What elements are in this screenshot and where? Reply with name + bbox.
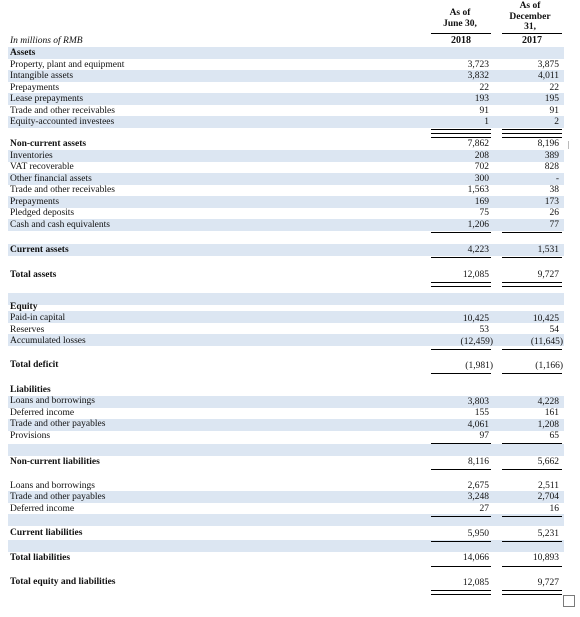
row-value-2018: 22 [479, 83, 489, 93]
row-value-2017: (11,645) [530, 337, 563, 347]
subtotal-rule [502, 443, 562, 444]
row-value-2018: 1 [484, 117, 489, 127]
row-label-total: Non-current assets [10, 139, 87, 149]
row-value-2017: 91 [549, 106, 559, 116]
row-value-2018: 300 [474, 174, 489, 184]
row-value-2017: 2,511 [537, 481, 559, 491]
row-value-2018: 193 [474, 94, 489, 104]
subtotal-rule [502, 516, 562, 517]
row-label: Provisions [10, 431, 51, 441]
row-value-2017: 8,196 [537, 139, 559, 149]
row-label: Loans and borrowings [10, 481, 95, 491]
subtotal-double-rule [431, 133, 491, 138]
total-double-rule [431, 282, 491, 287]
row-value-2018: 155 [474, 408, 489, 418]
row-label: Intangible assets [10, 71, 74, 81]
equity-heading: Equity [10, 302, 38, 312]
subtotal-rule [502, 257, 562, 258]
subtotal-rule [431, 469, 491, 470]
row-value-2017: 173 [544, 197, 559, 207]
row-value-2018: 7,862 [467, 139, 489, 149]
band [8, 293, 564, 305]
subtotal-rule [431, 373, 491, 374]
col-2018-header-line2: June 30, [443, 18, 477, 29]
subtotal-rule [431, 443, 491, 444]
total-double-rule [502, 590, 562, 595]
row-value-2017: 10,425 [532, 314, 559, 324]
row-value-2017: 9,727 [537, 270, 559, 280]
band [8, 47, 564, 59]
subtotal-rule [431, 541, 491, 542]
resize-handle[interactable] [563, 595, 575, 607]
row-value-2018: 10,425 [462, 314, 489, 324]
subtotal-rule [431, 232, 491, 233]
row-value-2018: (12,459) [460, 337, 493, 347]
row-label: Trade and other receivables [10, 185, 115, 195]
row-label: Reserves [10, 325, 45, 335]
row-value-2017: - [555, 174, 559, 184]
row-value-2018: 208 [474, 151, 489, 161]
row-value-2017: 38 [549, 185, 559, 195]
row-value-2017: 195 [544, 94, 559, 104]
col-2018-header-line1: As of [449, 8, 471, 18]
row-value-2018: 53 [479, 325, 489, 335]
row-value-2017: 161 [544, 408, 559, 418]
subtotal-rule [502, 373, 562, 374]
row-label: Deferred income [10, 408, 75, 418]
row-value-2017: 1,531 [537, 245, 559, 255]
subtotal-rule [502, 566, 562, 567]
subtotal-rule [431, 566, 491, 567]
row-value-2017: 77 [549, 220, 559, 230]
row-label: Property, plant and equipment [10, 60, 125, 70]
row-value-2017: 10,893 [532, 553, 559, 563]
row-value-2018: 75 [479, 208, 489, 218]
subtotal-rule [502, 469, 562, 470]
row-label: Trade and other payables [10, 492, 106, 502]
row-label-total: Current assets [10, 245, 69, 255]
subtotal-rule [431, 349, 491, 350]
subtotal-double-rule [502, 133, 562, 138]
row-value-2018: (1,981) [465, 361, 493, 371]
row-label-total: Current liabilities [10, 528, 83, 538]
col-2018-header [428, 8, 492, 29]
row-label: Accumulated losses [10, 336, 86, 346]
total-double-rule [431, 590, 491, 595]
col-2017-header-line2: December [509, 11, 551, 22]
row-value-2018: 97 [479, 431, 489, 441]
col-2017-header-line1: As of [519, 1, 541, 11]
row-label: Pledged deposits [10, 208, 75, 218]
row-value-2018: 3,832 [467, 71, 489, 81]
row-label: Inventories [10, 151, 53, 161]
row-label-total: Total assets [10, 270, 57, 280]
subtotal-rule [431, 516, 491, 517]
row-value-2017: 22 [549, 83, 559, 93]
unit-label: In millions of RMB [10, 36, 83, 46]
row-value-2018: 91 [479, 106, 489, 116]
row-value-2018: 702 [474, 162, 489, 172]
row-value-2018: 27 [479, 504, 489, 514]
row-label: Lease prepayments [10, 94, 84, 104]
row-value-2017: 4,228 [537, 397, 559, 407]
row-value-2018: 3,723 [467, 60, 489, 70]
row-label: Paid-in capital [10, 313, 66, 323]
row-label: Prepayments [10, 83, 60, 93]
row-value-2018: 169 [474, 197, 489, 207]
row-label-total: Total liabilities [10, 553, 71, 563]
assets-heading: Assets [10, 48, 36, 58]
row-label: Equity-accounted investees [10, 117, 115, 127]
row-value-2018: 14,066 [462, 553, 489, 563]
row-label: Other financial assets [10, 174, 92, 184]
row-value-2017: (1,166) [535, 361, 563, 371]
row-value-2018: 12,085 [462, 578, 489, 588]
row-label-total: Non-current liabilities [10, 457, 100, 467]
col-2017-header [498, 1, 562, 33]
col-2017-year: 2017 [522, 35, 542, 46]
edge-tick [568, 141, 569, 149]
row-value-2018: 2,675 [467, 481, 489, 491]
row-label-total: Total equity and liabilities [10, 577, 116, 587]
subtotal-rule [431, 129, 491, 130]
total-double-rule [502, 282, 562, 287]
row-value-2017: 2 [554, 117, 559, 127]
subtotal-rule [502, 541, 562, 542]
row-value-2017: 4,011 [537, 71, 559, 81]
row-value-2018: 5,950 [467, 529, 489, 539]
row-value-2018: 3,248 [467, 492, 489, 502]
row-value-2017: 2,704 [537, 492, 559, 502]
row-value-2018: 8,116 [467, 457, 489, 467]
row-value-2017: 65 [549, 431, 559, 441]
row-value-2017: 3,875 [537, 60, 559, 70]
row-value-2017: 828 [544, 162, 559, 172]
row-label: Cash and cash equivalents [10, 220, 110, 230]
subtotal-rule [431, 257, 491, 258]
band [8, 444, 564, 456]
row-value-2017: 26 [549, 208, 559, 218]
row-value-2017: 5,231 [537, 529, 559, 539]
header-rule-2017 [502, 33, 562, 34]
row-value-2017: 389 [544, 151, 559, 161]
row-label-total: Total deficit [10, 360, 59, 370]
row-value-2017: 16 [549, 504, 559, 514]
row-label: Deferred income [10, 504, 75, 514]
col-2017-header-line3: 31, [524, 22, 536, 32]
row-label: Trade and other receivables [10, 106, 115, 116]
subtotal-rule [502, 129, 562, 130]
subtotal-rule [502, 232, 562, 233]
row-label: VAT recoverable [10, 162, 74, 172]
subtotal-rule [502, 349, 562, 350]
row-value-2018: 1,206 [467, 220, 489, 230]
col-2018-year: 2018 [451, 35, 471, 46]
row-value-2017: 5,662 [537, 457, 559, 467]
row-label: Trade and other payables [10, 419, 106, 429]
row-value-2017: 1,208 [537, 420, 559, 430]
row-value-2017: 9,727 [537, 578, 559, 588]
row-label: Loans and borrowings [10, 396, 95, 406]
row-value-2017: 54 [549, 325, 559, 335]
row-value-2018: 4,223 [467, 245, 489, 255]
row-value-2018: 12,085 [462, 270, 489, 280]
liabilities-heading: Liabilities [10, 385, 51, 395]
row-value-2018: 4,061 [467, 420, 489, 430]
header-rule-2018 [431, 33, 491, 34]
row-value-2018: 1,563 [467, 185, 489, 195]
row-value-2018: 3,803 [467, 397, 489, 407]
row-label: Prepayments [10, 197, 60, 207]
